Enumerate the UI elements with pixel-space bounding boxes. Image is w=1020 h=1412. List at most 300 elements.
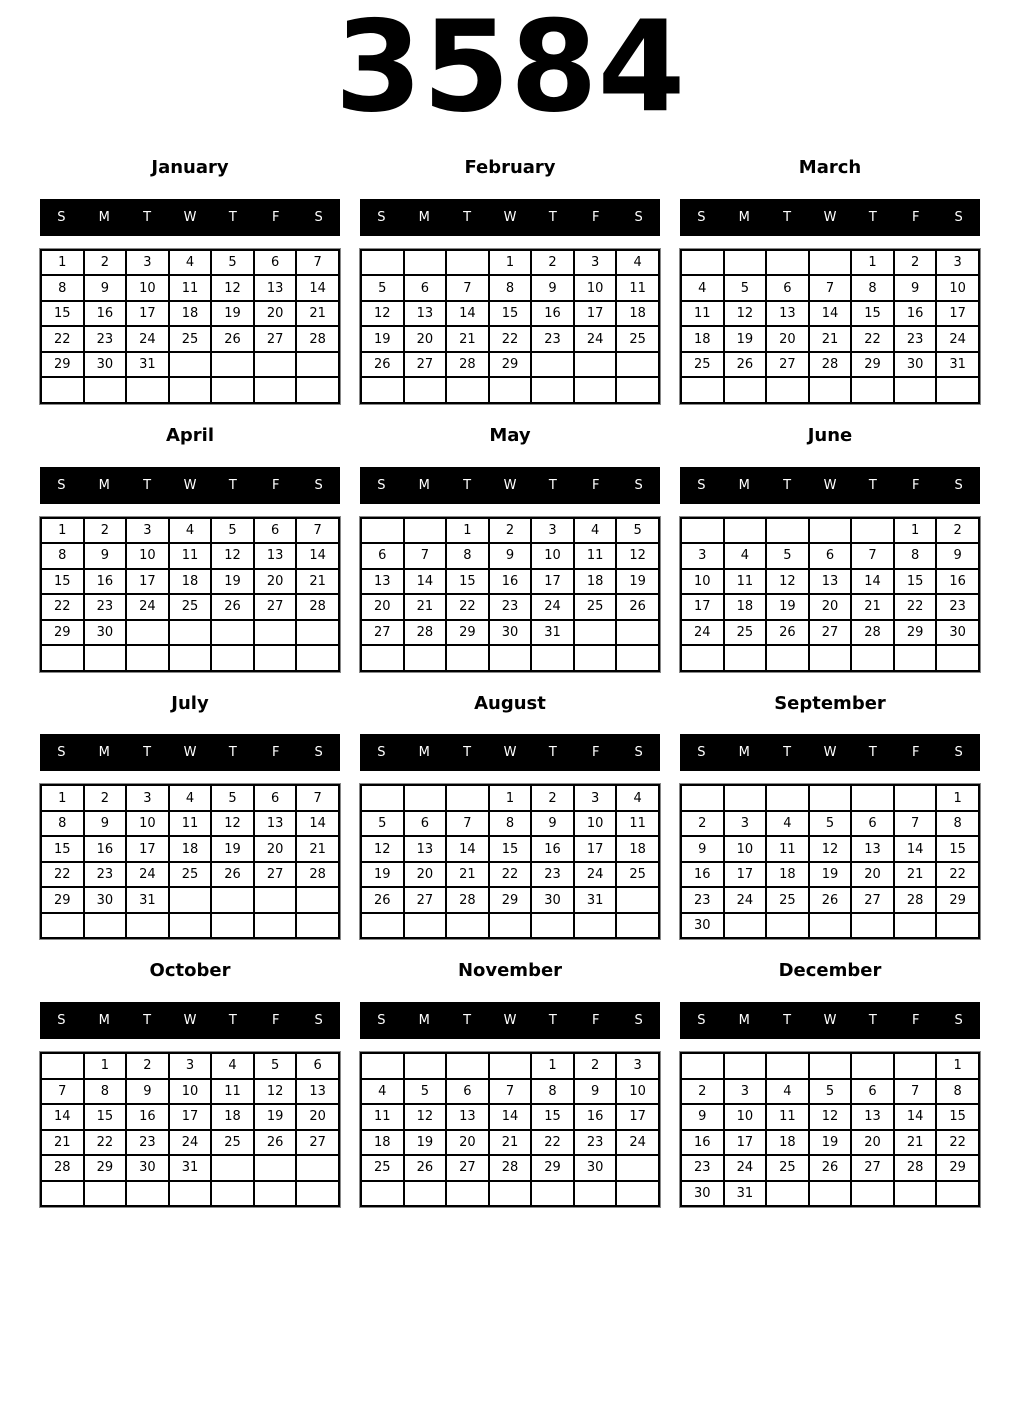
empty-day-cell <box>809 1053 852 1079</box>
day-cell: 21 <box>41 1130 84 1156</box>
day-cell: 18 <box>211 1104 254 1130</box>
weekday-label: T <box>548 1013 557 1029</box>
day-cell: 25 <box>766 887 809 913</box>
weekday-label: T <box>783 1013 792 1029</box>
day-cell: 16 <box>936 569 979 595</box>
week-row <box>361 569 659 595</box>
day-cell: 19 <box>361 326 404 352</box>
empty-day-cell <box>169 887 212 913</box>
day-cell: 17 <box>724 1130 767 1156</box>
day-cell: 11 <box>766 1104 809 1130</box>
day-cell: 4 <box>681 275 724 301</box>
week-row <box>41 620 339 646</box>
empty-day-cell <box>296 913 339 939</box>
day-cell: 30 <box>936 620 979 646</box>
empty-day-cell <box>489 1181 532 1207</box>
day-cell: 23 <box>574 1130 617 1156</box>
day-cell: 15 <box>936 836 979 862</box>
day-cell: 19 <box>254 1104 297 1130</box>
empty-day-cell <box>724 645 767 671</box>
weekday-label: T <box>143 477 152 493</box>
day-cell: 26 <box>616 594 659 620</box>
weekday-label: S <box>314 1013 323 1029</box>
empty-day-cell <box>446 1053 489 1079</box>
day-cell: 10 <box>681 569 724 595</box>
week-row <box>361 913 659 939</box>
empty-day-cell <box>254 887 297 913</box>
empty-day-cell <box>616 645 659 671</box>
day-cell: 12 <box>361 836 404 862</box>
day-cell: 6 <box>851 1079 894 1105</box>
day-cell: 13 <box>296 1079 339 1105</box>
weekday-label: F <box>591 1013 600 1029</box>
day-cell: 5 <box>254 1053 297 1079</box>
weekday-header-bar <box>680 199 980 236</box>
day-cell: 10 <box>169 1079 212 1105</box>
week-row <box>361 594 659 620</box>
empty-day-cell <box>41 377 84 403</box>
day-cell: 10 <box>574 275 617 301</box>
day-cell: 18 <box>574 569 617 595</box>
weekday-label: S <box>954 1013 963 1029</box>
empty-day-cell <box>404 645 447 671</box>
empty-day-cell <box>894 377 937 403</box>
day-cell: 10 <box>126 275 169 301</box>
week-row <box>41 594 339 620</box>
month-name: April <box>165 424 215 446</box>
week-row <box>681 594 979 620</box>
weekday-label: M <box>98 745 110 761</box>
empty-day-cell <box>851 377 894 403</box>
day-cell: 1 <box>41 518 84 544</box>
empty-day-cell <box>446 785 489 811</box>
day-cell: 11 <box>169 275 212 301</box>
weekday-label: T <box>143 1013 152 1029</box>
weekday-label: M <box>738 477 750 493</box>
day-cell: 11 <box>169 811 212 837</box>
day-cell: 28 <box>446 352 489 378</box>
empty-day-cell <box>574 645 617 671</box>
day-cell: 31 <box>126 887 169 913</box>
day-cell: 1 <box>446 518 489 544</box>
day-cell: 20 <box>766 326 809 352</box>
week-row <box>41 887 339 913</box>
day-cell: 16 <box>84 836 127 862</box>
day-cell: 17 <box>574 301 617 327</box>
day-cell: 12 <box>211 543 254 569</box>
empty-day-cell <box>766 250 809 276</box>
weekday-header-bar <box>680 1002 980 1039</box>
day-cell: 5 <box>616 518 659 544</box>
day-cell: 27 <box>254 326 297 352</box>
weekday-header-bar <box>40 734 340 771</box>
day-cell: 5 <box>404 1079 447 1105</box>
day-cell: 9 <box>84 811 127 837</box>
day-cell: 21 <box>296 836 339 862</box>
month-block <box>360 672 660 940</box>
day-cell: 21 <box>894 862 937 888</box>
empty-day-cell <box>724 1053 767 1079</box>
day-cell: 31 <box>724 1181 767 1207</box>
weekday-label: M <box>418 477 430 493</box>
day-cell: 28 <box>296 326 339 352</box>
weekday-label: T <box>228 745 237 761</box>
month-days-table <box>360 249 660 404</box>
week-row <box>681 1155 979 1181</box>
day-cell: 27 <box>254 594 297 620</box>
empty-day-cell <box>809 377 852 403</box>
day-cell: 1 <box>41 250 84 276</box>
weekday-label: M <box>98 1013 110 1029</box>
day-cell: 31 <box>574 887 617 913</box>
empty-day-cell <box>724 377 767 403</box>
day-cell: 12 <box>211 275 254 301</box>
day-cell: 10 <box>724 1104 767 1130</box>
day-cell: 18 <box>361 1130 404 1156</box>
empty-day-cell <box>616 887 659 913</box>
day-cell: 4 <box>766 1079 809 1105</box>
day-cell: 28 <box>296 862 339 888</box>
day-cell: 27 <box>851 1155 894 1181</box>
weekday-label: T <box>463 477 472 493</box>
day-cell: 23 <box>681 887 724 913</box>
weekday-header-bar <box>40 1002 340 1039</box>
week-row <box>361 811 659 837</box>
empty-day-cell <box>489 1053 532 1079</box>
day-cell: 19 <box>809 1130 852 1156</box>
day-cell: 5 <box>361 275 404 301</box>
day-cell: 29 <box>41 620 84 646</box>
day-cell: 4 <box>574 518 617 544</box>
weekday-label: T <box>783 745 792 761</box>
day-cell: 24 <box>724 1155 767 1181</box>
day-cell: 29 <box>84 1155 127 1181</box>
day-cell: 9 <box>894 275 937 301</box>
weekday-label: M <box>418 745 430 761</box>
empty-day-cell <box>894 645 937 671</box>
day-cell: 7 <box>446 275 489 301</box>
weekday-label: F <box>591 745 600 761</box>
weekday-label: W <box>503 1013 517 1029</box>
day-cell: 1 <box>851 250 894 276</box>
day-cell: 3 <box>574 250 617 276</box>
day-cell: 22 <box>894 594 937 620</box>
empty-day-cell <box>894 1053 937 1079</box>
weekday-label: S <box>634 745 643 761</box>
weekday-label: M <box>738 1013 750 1029</box>
day-cell: 20 <box>296 1104 339 1130</box>
empty-day-cell <box>616 1155 659 1181</box>
weekday-label: W <box>823 477 837 493</box>
weekday-label: W <box>503 745 517 761</box>
weekday-label: M <box>98 209 110 225</box>
week-row <box>41 275 339 301</box>
day-cell: 2 <box>489 518 532 544</box>
day-cell: 30 <box>531 887 574 913</box>
day-cell: 25 <box>361 1155 404 1181</box>
empty-day-cell <box>169 1181 212 1207</box>
weekday-label: S <box>697 477 706 493</box>
empty-day-cell <box>724 250 767 276</box>
week-row <box>681 913 979 939</box>
empty-day-cell <box>616 377 659 403</box>
empty-day-cell <box>361 785 404 811</box>
day-cell: 7 <box>296 250 339 276</box>
day-cell: 12 <box>766 569 809 595</box>
weekday-label: M <box>418 209 430 225</box>
week-row <box>41 645 339 671</box>
week-row <box>361 620 659 646</box>
day-cell: 24 <box>936 326 979 352</box>
week-row <box>361 543 659 569</box>
day-cell: 10 <box>126 543 169 569</box>
day-cell: 18 <box>766 862 809 888</box>
empty-day-cell <box>169 913 212 939</box>
empty-day-cell <box>404 250 447 276</box>
day-cell: 22 <box>41 862 84 888</box>
empty-day-cell <box>404 1053 447 1079</box>
day-cell: 18 <box>169 836 212 862</box>
day-cell: 18 <box>766 1130 809 1156</box>
day-cell: 23 <box>531 862 574 888</box>
month-block <box>40 404 340 672</box>
day-cell: 6 <box>254 250 297 276</box>
empty-day-cell <box>254 352 297 378</box>
day-cell: 29 <box>41 887 84 913</box>
day-cell: 6 <box>404 275 447 301</box>
weekday-header-bar <box>360 199 660 236</box>
day-cell: 15 <box>41 301 84 327</box>
day-cell: 13 <box>404 836 447 862</box>
day-cell: 23 <box>681 1155 724 1181</box>
day-cell: 27 <box>766 352 809 378</box>
empty-day-cell <box>574 377 617 403</box>
day-cell: 29 <box>894 620 937 646</box>
day-cell: 16 <box>84 301 127 327</box>
day-cell: 22 <box>489 862 532 888</box>
day-cell: 17 <box>169 1104 212 1130</box>
weekday-label: T <box>783 477 792 493</box>
day-cell: 10 <box>616 1079 659 1105</box>
day-cell: 2 <box>936 518 979 544</box>
day-cell: 9 <box>574 1079 617 1105</box>
day-cell: 25 <box>724 620 767 646</box>
day-cell: 2 <box>574 1053 617 1079</box>
day-cell: 23 <box>84 326 127 352</box>
day-cell: 29 <box>936 887 979 913</box>
day-cell: 8 <box>894 543 937 569</box>
day-cell: 8 <box>936 811 979 837</box>
week-row <box>361 326 659 352</box>
empty-day-cell <box>254 645 297 671</box>
week-row <box>41 811 339 837</box>
week-row <box>361 250 659 276</box>
empty-day-cell <box>446 250 489 276</box>
empty-day-cell <box>681 645 724 671</box>
day-cell: 23 <box>489 594 532 620</box>
day-cell: 13 <box>851 836 894 862</box>
day-cell: 6 <box>361 543 404 569</box>
empty-day-cell <box>169 352 212 378</box>
weekday-label: W <box>823 1013 837 1029</box>
day-cell: 3 <box>616 1053 659 1079</box>
day-cell: 26 <box>766 620 809 646</box>
day-cell: 13 <box>254 811 297 837</box>
day-cell: 24 <box>574 326 617 352</box>
empty-day-cell <box>531 377 574 403</box>
day-cell: 14 <box>404 569 447 595</box>
week-row <box>681 275 979 301</box>
empty-day-cell <box>574 1181 617 1207</box>
week-row <box>681 887 979 913</box>
day-cell: 13 <box>809 569 852 595</box>
day-cell: 20 <box>404 326 447 352</box>
day-cell: 13 <box>254 543 297 569</box>
day-cell: 29 <box>41 352 84 378</box>
day-cell: 28 <box>894 887 937 913</box>
week-row <box>681 352 979 378</box>
week-row <box>361 1079 659 1105</box>
empty-day-cell <box>851 785 894 811</box>
day-cell: 2 <box>681 1079 724 1105</box>
day-cell: 22 <box>936 1130 979 1156</box>
month-days-table <box>40 784 340 939</box>
weekday-label: T <box>548 477 557 493</box>
day-cell: 2 <box>126 1053 169 1079</box>
day-cell: 12 <box>616 543 659 569</box>
day-cell: 21 <box>851 594 894 620</box>
day-cell: 20 <box>404 862 447 888</box>
empty-day-cell <box>361 913 404 939</box>
empty-day-cell <box>681 1053 724 1079</box>
day-cell: 13 <box>766 301 809 327</box>
empty-day-cell <box>616 913 659 939</box>
day-cell: 26 <box>254 1130 297 1156</box>
day-cell: 23 <box>531 326 574 352</box>
day-cell: 17 <box>126 569 169 595</box>
months-grid <box>0 136 1020 1207</box>
day-cell: 8 <box>936 1079 979 1105</box>
weekday-label: S <box>57 745 66 761</box>
day-cell: 5 <box>211 518 254 544</box>
day-cell: 17 <box>724 862 767 888</box>
day-cell: 2 <box>84 785 127 811</box>
week-row <box>41 301 339 327</box>
day-cell: 4 <box>616 785 659 811</box>
day-cell: 20 <box>254 301 297 327</box>
day-cell: 21 <box>446 326 489 352</box>
day-cell: 25 <box>616 326 659 352</box>
day-cell: 9 <box>936 543 979 569</box>
month-days-table <box>680 249 980 404</box>
day-cell: 7 <box>851 543 894 569</box>
day-cell: 19 <box>766 594 809 620</box>
day-cell: 28 <box>41 1155 84 1181</box>
weekday-label: T <box>463 1013 472 1029</box>
weekday-label: M <box>738 209 750 225</box>
weekday-label: W <box>823 745 837 761</box>
day-cell: 31 <box>126 352 169 378</box>
week-row <box>41 836 339 862</box>
weekday-label: T <box>868 1013 877 1029</box>
day-cell: 20 <box>851 862 894 888</box>
empty-day-cell <box>574 620 617 646</box>
empty-day-cell <box>851 518 894 544</box>
empty-day-cell <box>41 1053 84 1079</box>
day-cell: 1 <box>894 518 937 544</box>
day-cell: 25 <box>169 326 212 352</box>
day-cell: 24 <box>126 594 169 620</box>
week-row <box>681 1079 979 1105</box>
empty-day-cell <box>361 1053 404 1079</box>
day-cell: 23 <box>84 594 127 620</box>
weekday-label: S <box>314 209 323 225</box>
empty-day-cell <box>126 1181 169 1207</box>
day-cell: 14 <box>41 1104 84 1130</box>
day-cell: 3 <box>724 1079 767 1105</box>
month-block <box>360 939 660 1207</box>
month-days-table <box>360 784 660 939</box>
weekday-label: T <box>548 745 557 761</box>
empty-day-cell <box>809 250 852 276</box>
day-cell: 23 <box>84 862 127 888</box>
empty-day-cell <box>851 913 894 939</box>
week-row <box>41 326 339 352</box>
month-block <box>40 672 340 940</box>
weekday-label: F <box>271 209 280 225</box>
empty-day-cell <box>894 785 937 811</box>
empty-day-cell <box>211 352 254 378</box>
empty-day-cell <box>169 620 212 646</box>
empty-day-cell <box>41 645 84 671</box>
day-cell: 6 <box>809 543 852 569</box>
week-row <box>41 1155 339 1181</box>
empty-day-cell <box>531 1181 574 1207</box>
empty-day-cell <box>766 518 809 544</box>
day-cell: 19 <box>211 301 254 327</box>
day-cell: 15 <box>41 836 84 862</box>
day-cell: 27 <box>254 862 297 888</box>
day-cell: 20 <box>809 594 852 620</box>
day-cell: 12 <box>254 1079 297 1105</box>
day-cell: 5 <box>361 811 404 837</box>
day-cell: 16 <box>531 301 574 327</box>
day-cell: 15 <box>446 569 489 595</box>
weekday-label: F <box>911 1013 920 1029</box>
day-cell: 1 <box>84 1053 127 1079</box>
week-row <box>681 301 979 327</box>
month-days-table <box>360 1052 660 1207</box>
day-cell: 14 <box>296 811 339 837</box>
empty-day-cell <box>296 620 339 646</box>
empty-day-cell <box>296 377 339 403</box>
day-cell: 10 <box>936 275 979 301</box>
weekday-label: S <box>377 745 386 761</box>
weekday-label: F <box>271 1013 280 1029</box>
empty-day-cell <box>361 377 404 403</box>
weekday-label: F <box>911 745 920 761</box>
weekday-label: S <box>377 1013 386 1029</box>
day-cell: 12 <box>809 1104 852 1130</box>
weekday-label: T <box>143 209 152 225</box>
week-row <box>681 836 979 862</box>
day-cell: 10 <box>724 836 767 862</box>
day-cell: 11 <box>766 836 809 862</box>
week-row <box>41 250 339 276</box>
day-cell: 19 <box>211 836 254 862</box>
day-cell: 4 <box>169 785 212 811</box>
day-cell: 26 <box>724 352 767 378</box>
